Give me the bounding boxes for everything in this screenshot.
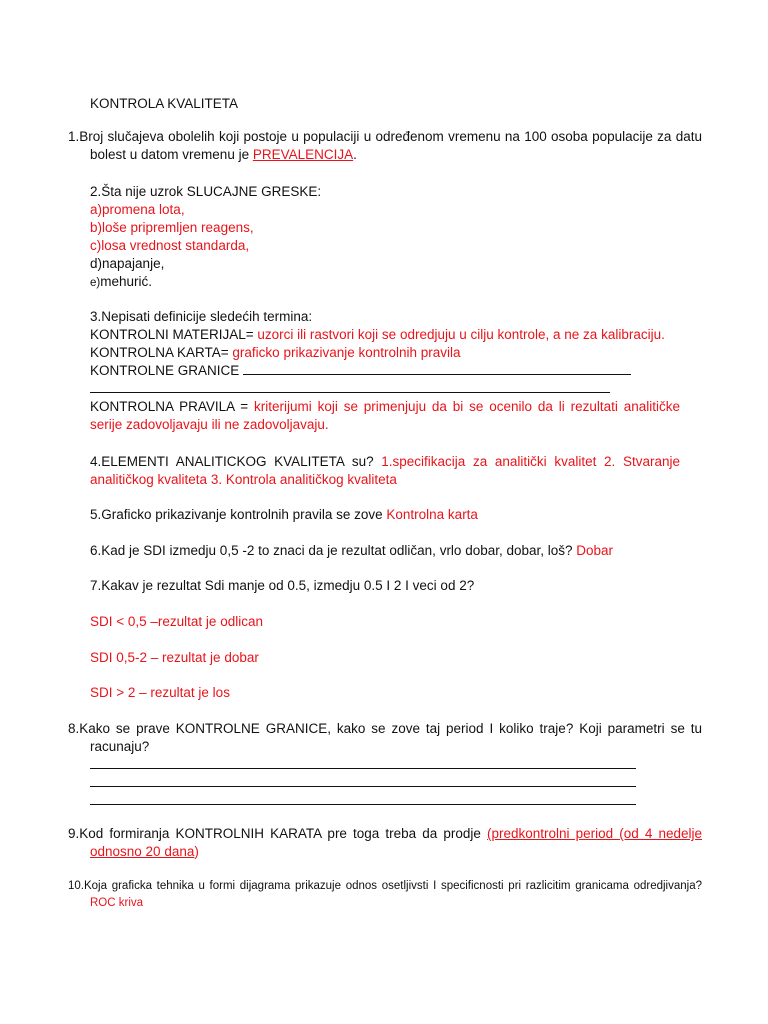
term-kontrolne-granice: KONTROLNE GRANICE (90, 362, 680, 380)
term-kontrolna-pravila: KONTROLNA PRAVILA = kriterijumi koji se primenjuju da bi se ocenilo da li rezultati analitičke serije zadovoljavaju ili ne zadovoljavaju. (90, 399, 680, 432)
option-c: c)losa vrednost standarda, (90, 238, 250, 253)
answer-5: Kontrolna karta (386, 507, 478, 522)
option-d: d)napajanje, (90, 256, 165, 271)
answer-4: 1.specifikacija za analitički kvalitet 2. Stvaranje analitičkog kvaliteta 3. Kontrola analitičkog kvaliteta (90, 454, 680, 487)
blank-line (90, 756, 636, 769)
option-a: a)promena lota, (90, 202, 185, 217)
answer-1: PREVALENCIJA (252, 147, 354, 162)
answer-lines-8 (90, 756, 680, 810)
question-5: 5.Graficko prikazivanje kontrolnih pravila se zove Kontrolna karta (90, 507, 478, 522)
answer-7-3: SDI > 2 – rezultat je los (90, 685, 230, 700)
question-1: 1.Broj slučajeva obolelih koji postoje u populaciji u određenom vremenu na 100 osoba populacije za datu bolest u datom vremenu je PREVALENCIJA. (68, 129, 702, 162)
blank-line (90, 774, 636, 787)
question-10: 10.Koja graficka tehnika u formi dijagrama prikazuje odnos osetljivsti I specificnosti pri razlicitim granicama odredjivanja? ROC kriva (68, 880, 702, 909)
answer-10: ROC kriva (90, 897, 144, 909)
blank-line (90, 792, 636, 805)
blank-line (243, 362, 631, 375)
term-kontrolna-karta: KONTROLNA KARTA= graficko prikazivanje kontrolnih pravila (90, 345, 461, 360)
answer-7-1: SDI < 0,5 –rezultat je odlican (90, 614, 263, 629)
option-b: b)loše pripremljen reagens, (90, 220, 254, 235)
blank-line (90, 380, 610, 393)
question-2: 2.Šta nije uzrok SLUCAJNE GRESKE: a)promena lota, b)loše pripremljen reagens, c)losa vrednost standarda, d)napajanje, e)mehurić. (90, 183, 680, 292)
question-3: 3.Nepisati definicije sledećih termina: KONTROLNI MATERIJAL= uzorci ili rastvori koji se odredjuju u cilju kontrole, a ne za kalibraciju. KONTROLNA KARTA= graficko prikazivanje kontrolnih pravila KONTROLNE GRANICE KONTROLNA PRAVILA = kriterijumi koji se primenjuju da bi se ocenilo da li rezultati analitičke serije zadovoljavaju ili ne zadovoljavaju. (90, 309, 680, 432)
question-7: 7.Kakav je rezultat Sdi manje od 0.5, izmedju 0.5 I 2 I veci od 2? (90, 578, 475, 593)
question-9: 9.Kod formiranja KONTROLNIH KARATA pre toga treba da prodje (predkontrolni period (od 4 nedelje odnosno 20 dana) (68, 826, 702, 859)
option-e: e)mehurić. (90, 274, 152, 289)
question-8: 8.Kako se prave KONTROLNE GRANICE, kako se zove taj period I koliko traje? Koji parametri se tu racunaju? (68, 721, 702, 754)
question-6: 6.Kad je SDI izmedju 0,5 -2 to znaci da je rezultat odličan, vrlo dobar, dobar, loš? Dobar (90, 543, 614, 558)
answer-7-2: SDI 0,5-2 – rezultat je dobar (90, 650, 259, 665)
answer-9: (predkontrolni period (od 4 nedelje odnosno 20 dana (90, 826, 702, 859)
document-title: KONTROLA KVALITETA (90, 96, 239, 111)
question-4: 4.ELEMENTI ANALITICKOG KVALITETA su? 1.specifikacija za analitički kvalitet 2. Stvaranje analitičkog kvaliteta 3. Kontrola analitičkog kvaliteta (90, 454, 680, 487)
term-kontrolni-materijal: KONTROLNI MATERIJAL= uzorci ili rastvori koji se odredjuju u cilju kontrole, a ne za kalibraciju. (90, 327, 665, 342)
answer-6: Dobar (576, 543, 614, 558)
